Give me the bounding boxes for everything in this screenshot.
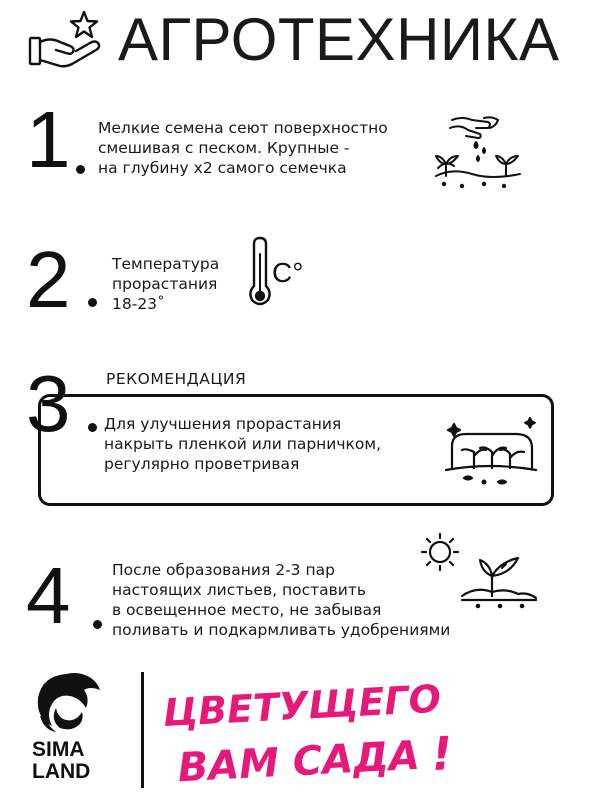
step-number-4: 4 <box>26 551 71 640</box>
step-dot <box>76 165 85 174</box>
dolphin-logo-icon <box>38 673 100 732</box>
step-1-line-1: Мелкие семена сеют поверхностно <box>98 119 388 137</box>
celsius-unit: C° <box>272 257 304 288</box>
step-1-line-3: на глубину х2 самого семечка <box>98 159 347 177</box>
step-dot <box>93 620 102 629</box>
step-2-line-3: 18-23˚ <box>112 295 165 313</box>
step-1-text <box>98 118 388 178</box>
logo-line-2: LAND <box>32 760 91 780</box>
slogan-exclamation: ! <box>430 726 454 782</box>
sun-sprout-icon <box>406 530 540 610</box>
greenhouse-icon <box>440 412 540 490</box>
step-number-3: 3 <box>26 359 71 448</box>
step-4-line-4: поливать и подкармливать удобрениями <box>112 621 451 639</box>
page-title: АГРОТЕХНИКА <box>118 6 560 73</box>
step-4-line-3: в освещенное место, не забывая <box>112 601 382 619</box>
footer-divider <box>141 672 144 788</box>
sowing-seeds-icon <box>432 112 524 192</box>
step-4-line-2: настоящих листьев, поставить <box>112 581 366 599</box>
step-3-line-1: Для улучшения прорастания <box>104 415 342 433</box>
step-number-1: 1 <box>26 95 71 184</box>
recommendation-heading: РЕКОМЕНДАЦИЯ <box>106 370 247 388</box>
step-4-line-1: После образования 2-3 пар <box>112 561 335 579</box>
slogan-line-2: ВАМ САДА <box>176 732 421 792</box>
logo-line-1: SIMA <box>32 738 85 761</box>
simaland-logo <box>30 668 106 780</box>
step-dot <box>88 298 97 307</box>
step-1-line-2: смешивая с песком. Крупные - <box>98 139 350 157</box>
slogan <box>158 668 478 792</box>
step-dot <box>88 423 97 432</box>
step-3-text <box>104 414 381 474</box>
step-2-line-1: Температура <box>112 255 220 273</box>
step-4-text <box>112 560 450 640</box>
hand-star-icon <box>26 4 106 76</box>
step-2-text <box>112 254 219 314</box>
step-number-2: 2 <box>26 235 71 324</box>
step-3-line-3: регулярно проветривая <box>104 455 300 473</box>
slogan-line-1: ЦВЕТУЩЕГО <box>161 676 442 736</box>
step-3-line-2: накрыть пленкой или парничком, <box>104 435 382 453</box>
thermometer-celsius-icon <box>246 236 310 308</box>
step-2-line-2: прорастания <box>112 275 218 293</box>
